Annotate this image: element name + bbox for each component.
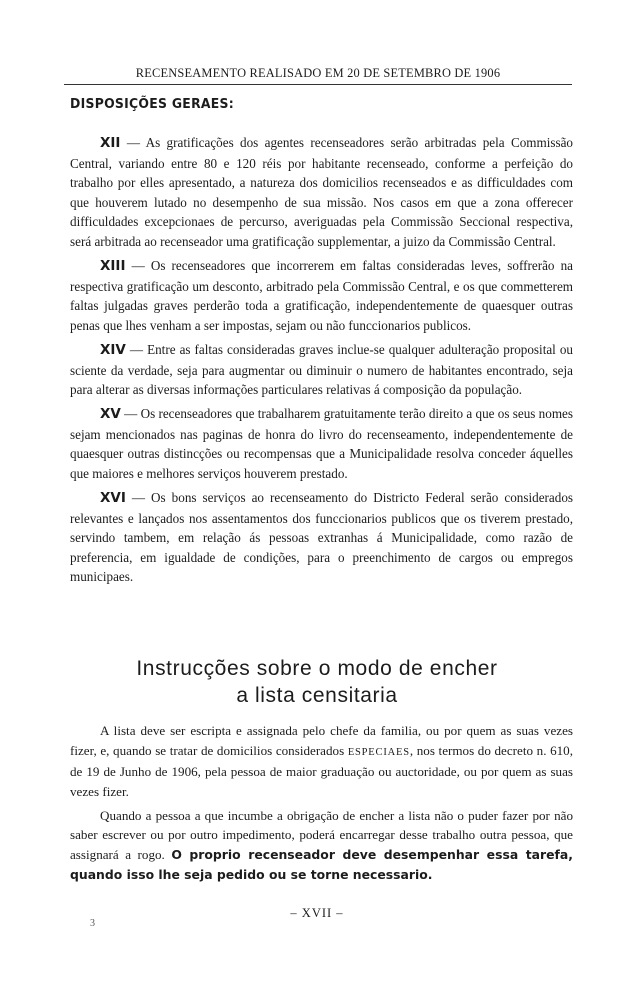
article-number: XV [100, 406, 121, 423]
article-xiv [70, 340, 573, 400]
article-xv [70, 404, 573, 483]
article-number: XIII [100, 258, 126, 275]
article-text: — Os bons serviços ao recenseamento do Districto Federal serão considerados relevantes e lançados nos assentamentos dos funccionarios publicos que os tiverem prestado, servindo tambem, em relação ás pessoas extranhas á Municipalidade, como razão de preferencia, em igualdade de condições, para o preenchimento de cargos ou empregos municipaes. [70, 490, 573, 585]
paragraph-text: A lista deve ser escripta e assignada pelo chefe da familia, ou por quem as suas vezes fizer, e, quando se tratar de domicilios considerados [70, 723, 573, 758]
instructions-body [70, 721, 573, 889]
article-text: — Entre as faltas consideradas graves inclue-se qualquer adulteração proposital ou sciente da verdade, seja para augmentar ou diminuir o numero de habitantes encontrado, seja para alterar as diversas informações particulares relativas á composição da população. [70, 341, 573, 398]
instructions-title [64, 655, 570, 709]
margin-mark: 3 [90, 918, 95, 929]
page-number: – XVII – [290, 906, 344, 920]
article-text: — As gratificações dos agentes recenseadores serão arbitradas pela Commissão Central, variando entre 80 e 120 réis por habitante recenseado, conforme a perfeição do trabalho por elles apresentado, a natureza dos domicilios recenseados e as difficuldades com que houverem lutado no desempenho de sua missão. Nos casos em que a zona offerecer difficuldades excepcionaes de percurso, averiguadas pela Commissão Seccional respectiva, será arbitrada ao recenseador uma gratificação supplementar, a juizo da Commissão Central. [70, 135, 573, 249]
instructions-paragraph-1 [70, 721, 573, 801]
article-text: — Os recenseadores que trabalharem gratuitamente terão direito a que os seus nomes sejam mencionados nas paginas de honra do livro do recenseamento, independentemente de quaesquer outras distincções ou recompensas que a Municipalidade resolva conceder áquelles que maiores e melhores serviços houverem prestado. [70, 406, 573, 481]
smallcaps-term: ESPECIAES [347, 746, 410, 758]
article-xiii [70, 256, 573, 335]
section-heading: DISPOSIÇÕES GERAES: [70, 96, 235, 112]
article-xii [70, 133, 573, 252]
running-header: RECENSEAMENTO REALISADO EM 20 DE SETEMBRO DE 1906 [135, 66, 501, 80]
article-xvi [70, 488, 573, 587]
article-number: XVI [100, 490, 126, 507]
instructions-title-line-1: Instrucções sobre o modo de encher [136, 657, 498, 680]
paragraph-text: Quando a pessoa a que incumbe a obrigação de encher a lista não o puder fazer por não saber escrever ou por outro impedimento, poderá encarregar desse trabalho outra pessoa, que assignará a rogo. [70, 807, 573, 863]
articles-section [70, 133, 573, 592]
article-number: XIV [100, 341, 126, 358]
instructions-paragraph-2 [70, 806, 573, 884]
bold-sentence: O proprio recenseador deve desempenhar essa tarefa, quando isso lhe seja pedido ou se torne necessario. [70, 847, 574, 882]
article-number: XII [100, 135, 121, 151]
header-rule [64, 84, 572, 85]
instructions-title-line-2: a lista censitaria [236, 684, 398, 707]
paragraph-text: , nos termos do decreto n. 610, de 19 de Junho de 1906, pela pessoa de maior graduação ou auctoridade, ou por quem as suas vezes fizer. [70, 742, 573, 799]
article-text: — Os recenseadores que incorrerem em faltas consideradas leves, soffrerão na respectiva gratificação um desconto, arbitrado pela Commissão Central, e os que commetterem faltas julgadas graves perderão toda a gratificação, independentemente de quaesquer outras penas que lhes venham a ser impostas, sejam ou não funccionarios publicos. [70, 258, 573, 333]
